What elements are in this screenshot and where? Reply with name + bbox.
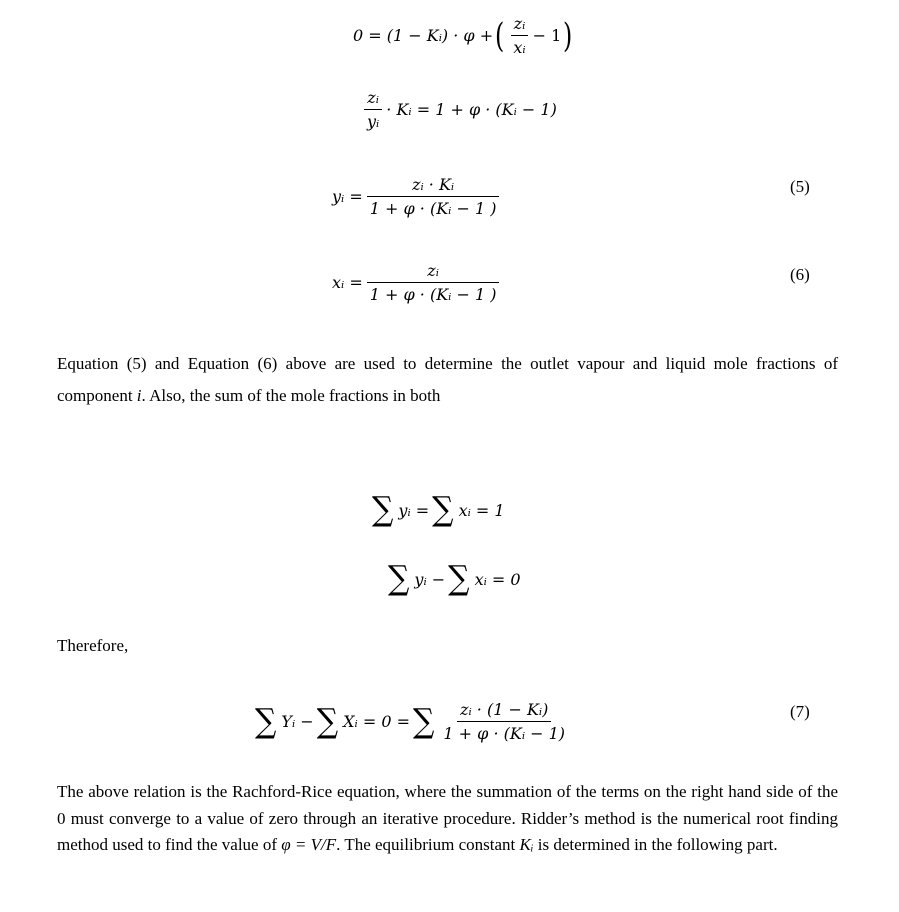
eq2-numerator: zᵢ — [364, 88, 382, 110]
para1-text-a: Equation (5) and Equation (6) above are used to determine the outlet vapour and liquid mole fractions of component — [57, 354, 838, 405]
equation-5 — [332, 175, 503, 218]
eq1-denominator: xᵢ — [513, 38, 526, 57]
sigma-symbol: ∑ — [255, 701, 277, 741]
eq7-denominator: 1 + φ · (Kᵢ − 1) — [443, 724, 566, 743]
sigma-symbol: ∑ — [432, 490, 454, 529]
para2-text-c: is determined in the following part. — [533, 835, 778, 854]
equation-number-5: (5) — [790, 177, 810, 196]
equation-number-6: (6) — [790, 265, 810, 284]
eq5-lhs: yᵢ = — [332, 187, 363, 206]
para2-k-symbol: Kᵢ — [519, 835, 534, 854]
eq5-numerator: zᵢ · Kᵢ — [367, 175, 500, 197]
sigma-symbol: ∑ — [388, 559, 410, 598]
para1-text-b: . Also, the sum of the mole fractions in both — [141, 386, 441, 405]
therefore-text: Therefore, — [57, 636, 129, 655]
eq6-fraction — [367, 261, 500, 304]
sum-equation-1 — [372, 490, 508, 529]
sum2-term-2: xᵢ = 0 — [474, 569, 521, 589]
sigma-symbol: ∑ — [412, 701, 435, 741]
eq7-fraction — [440, 700, 568, 743]
eq6-denominator: 1 + φ · (Kᵢ − 1 ) — [369, 285, 497, 304]
equation-6 — [332, 261, 503, 304]
sum2-term-1: yᵢ − — [414, 569, 446, 589]
para2-text-b: . The equilibrium constant — [336, 835, 520, 854]
sigma-symbol: ∑ — [316, 701, 339, 741]
eq2-right: · Kᵢ = 1 + φ · (Kᵢ − 1) — [386, 100, 557, 119]
eq7-term-1: Yᵢ − — [281, 712, 314, 731]
eq7-term-2: Xᵢ = 0 = — [343, 712, 410, 731]
paragraph-mole-fractions — [57, 348, 838, 412]
equation-number-7: (7) — [790, 702, 810, 721]
para1-italic-i: i — [136, 386, 142, 405]
eq5-denominator: 1 + φ · (Kᵢ − 1 ) — [369, 199, 497, 218]
eq2-denominator: yᵢ — [367, 112, 380, 131]
eq6-numerator: zᵢ — [367, 261, 500, 283]
para2-text-a: The above relation is the Rachford-Rice equation, where the summation of the terms on the right hand side of the 0 must converge to a value of zero through an iterative procedure. Ridder’s method is the numerical root finding method used to find the value of — [57, 782, 838, 854]
paragraph-rachford-rice — [57, 779, 838, 859]
eq1-right: − 1 — [532, 26, 562, 45]
eq5-fraction — [367, 175, 500, 218]
eq6-lhs: xᵢ = — [332, 273, 363, 292]
equation-7 — [255, 700, 572, 743]
sum-equation-2 — [388, 559, 524, 598]
eq2-fraction — [364, 88, 382, 131]
sum1-term-2: xᵢ = 1 — [458, 500, 505, 520]
eq1-fraction — [510, 14, 528, 57]
eq1-close-paren: ) — [563, 15, 573, 56]
eq1-numerator: zᵢ — [511, 14, 529, 36]
equation-1 — [353, 14, 575, 57]
equation-2 — [360, 88, 557, 131]
sum1-term-1: yᵢ = — [398, 500, 430, 520]
para2-phi-expression: φ = V/F — [281, 835, 337, 854]
sigma-symbol: ∑ — [448, 559, 470, 598]
sigma-symbol: ∑ — [372, 490, 394, 529]
eq7-numerator: zᵢ · (1 − Kᵢ) — [457, 700, 551, 722]
eq1-open-paren: ( — [495, 15, 505, 56]
eq1-left: 0 = (1 − Kᵢ) · φ + — [353, 26, 494, 45]
